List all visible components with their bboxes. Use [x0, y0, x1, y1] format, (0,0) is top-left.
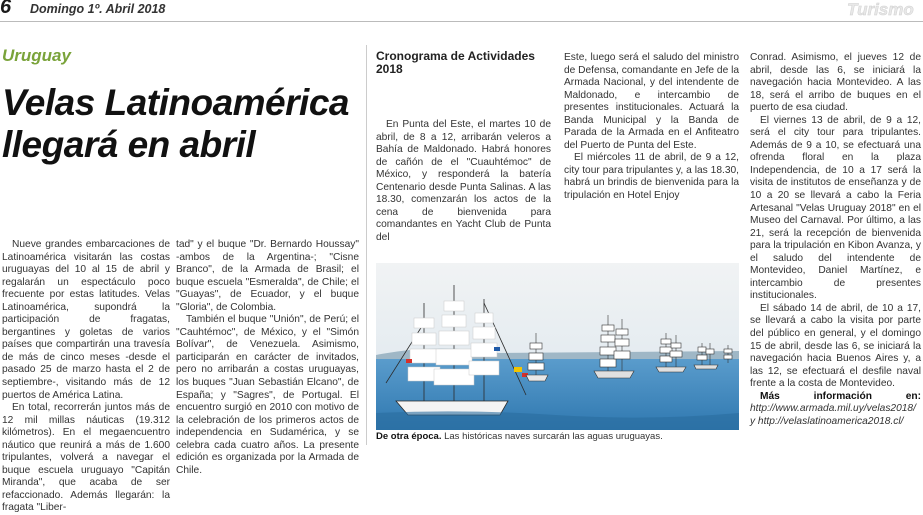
- paragraph: Este, luego será el saludo del ministro de Defensa, comandante en Jefe de la Armada Nacional, y del intendente de Maldonado, e intercambio de presentes institucionales. Actuará la Banda Municipal y la Banda de Parada de la Armada en el Anfiteatro del Puerto de Punta del Este.: [564, 52, 740, 151]
- more-info-links[interactable]: http://www.armada.mil.uy/velas2018/ y http://velaslatinoamerica2018.cl/: [750, 403, 916, 427]
- article-kicker: Uruguay: [2, 46, 71, 65]
- article-headline: Velas Latinoamérica llegará en abril: [2, 82, 349, 165]
- tall-ships-illustration: [376, 263, 739, 430]
- body-column-4: [564, 52, 739, 203]
- paragraph: El sábado 14 de abril, de 10 a 17, se llevará a cabo la visita por parte del público en general, y el domingo 15 de abril, desde las 6, se iniciará la navegación hacia Buenos Aires y, a las 12, se efectuará el desfile naval frente a la costa de Montevideo.: [750, 302, 921, 390]
- paragraph: tad" y el buque "Dr. Bernardo Houssay" -ambos de la Argentina-; "Cisne Branco", de la Armada de Brasil; el buque escuela "Esmeralda", de Chile; el "Guayas", de Ecuador, y el buque "Gloria", de Colombia.: [176, 239, 359, 313]
- paragraph: También el buque "Unión", de Perú; el "Cauhtémoc", de México, y el "Simón Bolívar", de Venezuela. Asimismo, participarán en carácter de invitados, pero no arribarán a costas uruguayas, los buques "Juan Sebastián Elcano", de España; y "Sagres", de Portugal. El encuentro surgió en 2010 con motivo de la celebración de los primeros actos de independencia en Sudamérica, y se celebra cada cuatro años. La presente edición es organizada por la Armada de Chile.: [176, 314, 359, 476]
- paragraph: Conrad. Asimismo, el jueves 12 de abril, desde las 6, se iniciará la navegación hacia Montevideo. A las 18, será el arribo de buques en el puerto de esa ciudad.: [750, 52, 921, 114]
- section-name: Turismo: [847, 0, 914, 19]
- page-number: 6: [0, 0, 12, 18]
- more-info-label: Más información en:: [760, 390, 921, 402]
- column-divider: [366, 45, 367, 445]
- body-column-3: [376, 119, 551, 244]
- schedule-heading: Cronograma de Actividades 2018: [376, 49, 535, 76]
- paragraph: Nueve grandes embarcaciones de Latinoamérica visitarán las costas uruguayas del 10 al 15 de abril y regalarán un espectáculo poco frecuente por estas latitudes. Velas Latinoamérica, supondrá la participación de fragatas, bergantines y goletas de varios países que compartirán una travesía de más de cinco meses -desde el pasado 25 de marzo hasta el 2 de septiembre-, visitando más de 12 puertos de América Latina.: [2, 239, 170, 401]
- more-info: [750, 391, 921, 429]
- caption-lead: De otra época.: [376, 431, 442, 442]
- body-column-2: [176, 239, 359, 477]
- caption-text: Las históricas naves surcarán las aguas uruguayas.: [444, 431, 663, 442]
- body-column-1: [2, 239, 170, 515]
- photo-caption: [376, 431, 739, 442]
- paragraph: En Punta del Este, el martes 10 de abril, de 8 a 12, arribarán veleros a Bahía de Maldonado. Habrá honores de cañón de el "Cuauhtémoc" de México, y responderá la batería Centenario desde Punta Salinas. A las 18.30, comenzarán los actos de la cena de bienvenida para comandantes en Yacht Club de Punta del: [376, 119, 551, 243]
- paragraph: El miércoles 11 de abril, de 9 a 12, city tour para tripulantes y, a las 18.30, habrá un brindis de bienvenida para la tripulación en Hotel Enjoy: [564, 152, 739, 202]
- body-column-5: [750, 52, 921, 428]
- paragraph: El viernes 13 de abril, de 9 a 12, será el city tour para tripulantes. Además de 9 a 10, se efectuará una ofrenda floral en la plaza Independencia, de 10 a 17 será la visita de institutos de enseñanza y de 10 a 20 se llevará a cabo la Feria Artesanal "Velas Uruguay 2018" en el Museo del Carnaval. Por último, a las 21, será la recepción de bienvenida para la tripulación en Kibon Avanza, y el saludo del intendente de Montevideo, Daniel Martínez, e intercambio de presentes institucionales.: [750, 114, 921, 302]
- header-rule: [0, 21, 923, 22]
- tall-ships-photo: [376, 263, 739, 430]
- paragraph: En total, recorrerán juntos más de 12 mil millas náuticas (19.312 kilómetros). En el megaencuentro náutico que reunirá a más de 1.600 tripulantes, volverá a navegar el buque escuela uruguayo "Capitán Miranda", que acaba de ser refaccionado. Además llegarán: la fragata "Liber-: [2, 402, 170, 514]
- issue-date: Domingo 1º. Abril 2018: [30, 2, 166, 16]
